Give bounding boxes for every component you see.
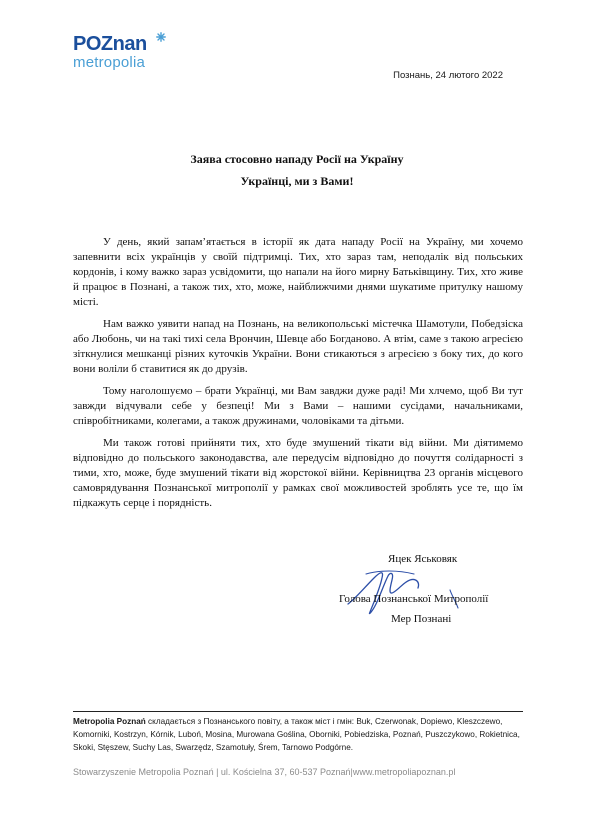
statement-title: Заява стосовно нападу Росії на Україну [190,152,404,166]
signatory-name: Яцек Яськовяк [388,553,458,565]
body-paragraph: Ми також готові прийняти тих, хто буде змушений тікати від війни. Ми діятимемо відповідно до польського законодавства, але передусім відповідно до почуття солідарності з тими, хто, може, буде змушений тікати від жорстокої війни. Керівництва 23 органів місцевого самоврядування Познанської митрополії у рамках свої можливостей зроблять усе те, що їм підкажуть серце і порядність. [73,437,523,509]
footer-note [73,715,525,754]
footer-divider [73,711,523,712]
body-paragraph: Тому наголошуємо – брати Українці, ми Вам завджи дуже раді! Ми хлчемо, щоб Ви тут завжди відчували себе у безпеці! Ми з Вами – нашими сусідами, начальниками, співробітниками, колегами, а також дружинами, чоловіками та дітьми. [73,385,523,427]
star-icon [156,32,166,42]
footer-address: Stowarzyszenie Metropolia Poznań | ul. Kościelna 37, 60-537 Poznań|www.metropoliapoznan.pl [73,767,456,777]
letter-body [73,235,523,518]
footer-members-list: складається з Познанського повіту, а також міст і гмін: Buk, Czerwonak, Dopiewo, Kleszczewo, Komorniki, Kostrzyn, Kórnik, Luboń, Mosina, Murowana Goślina, Oborniki, Pobiedziska, Poznań, Puszczykowo, Rokietnica, Skoki, Stęszew, Suchy Las, Swarzędz, Szamotuły, Śrem, Tarnowo Podgórne. [73,717,520,752]
footer-org-name: Metropolia Poznań [73,717,146,726]
statement-subtitle: Українці, ми з Вами! [240,174,354,188]
letter-date: Познань, 24 лютого 2022 [393,70,503,81]
logo-wordmark-bottom: metropolia [73,54,146,71]
handwritten-signature [340,560,490,620]
body-paragraph: У день, який запам’ятається в історії як дата нападу Росії на Україну, ми хочемо запевнити всіх українців у своїй підтримці. Тих, хто зараз там, неподалік від польських кордонів, і кому важко зараз усвідомити, що напали на його мирну Батьківщину. Тих, хто живе й працює в Познані, а також тих, хто, може, найближчими днями шукатиме притулку нашому місті. [73,236,523,308]
signatory-role-mayor: Мер Познані [391,613,452,625]
signatory-role-metropolis: Голова Познанської Митрополії [339,593,489,605]
logo-wordmark-top: POZnan [73,33,147,55]
body-paragraph: Нам важко уявити напад на Познань, на великопольські містечка Шамотули, Победзіска або Любонь, чи на такі тихі села Врончин, Шевце або Богданово. А втім, саме з такою агресією зіткнулися мешканці різних куточків України. Вони стикаються з агресією з боку тих, до кого вони воліли б ставитися як до друзів. [73,318,523,375]
metropolia-logo [73,34,183,78]
